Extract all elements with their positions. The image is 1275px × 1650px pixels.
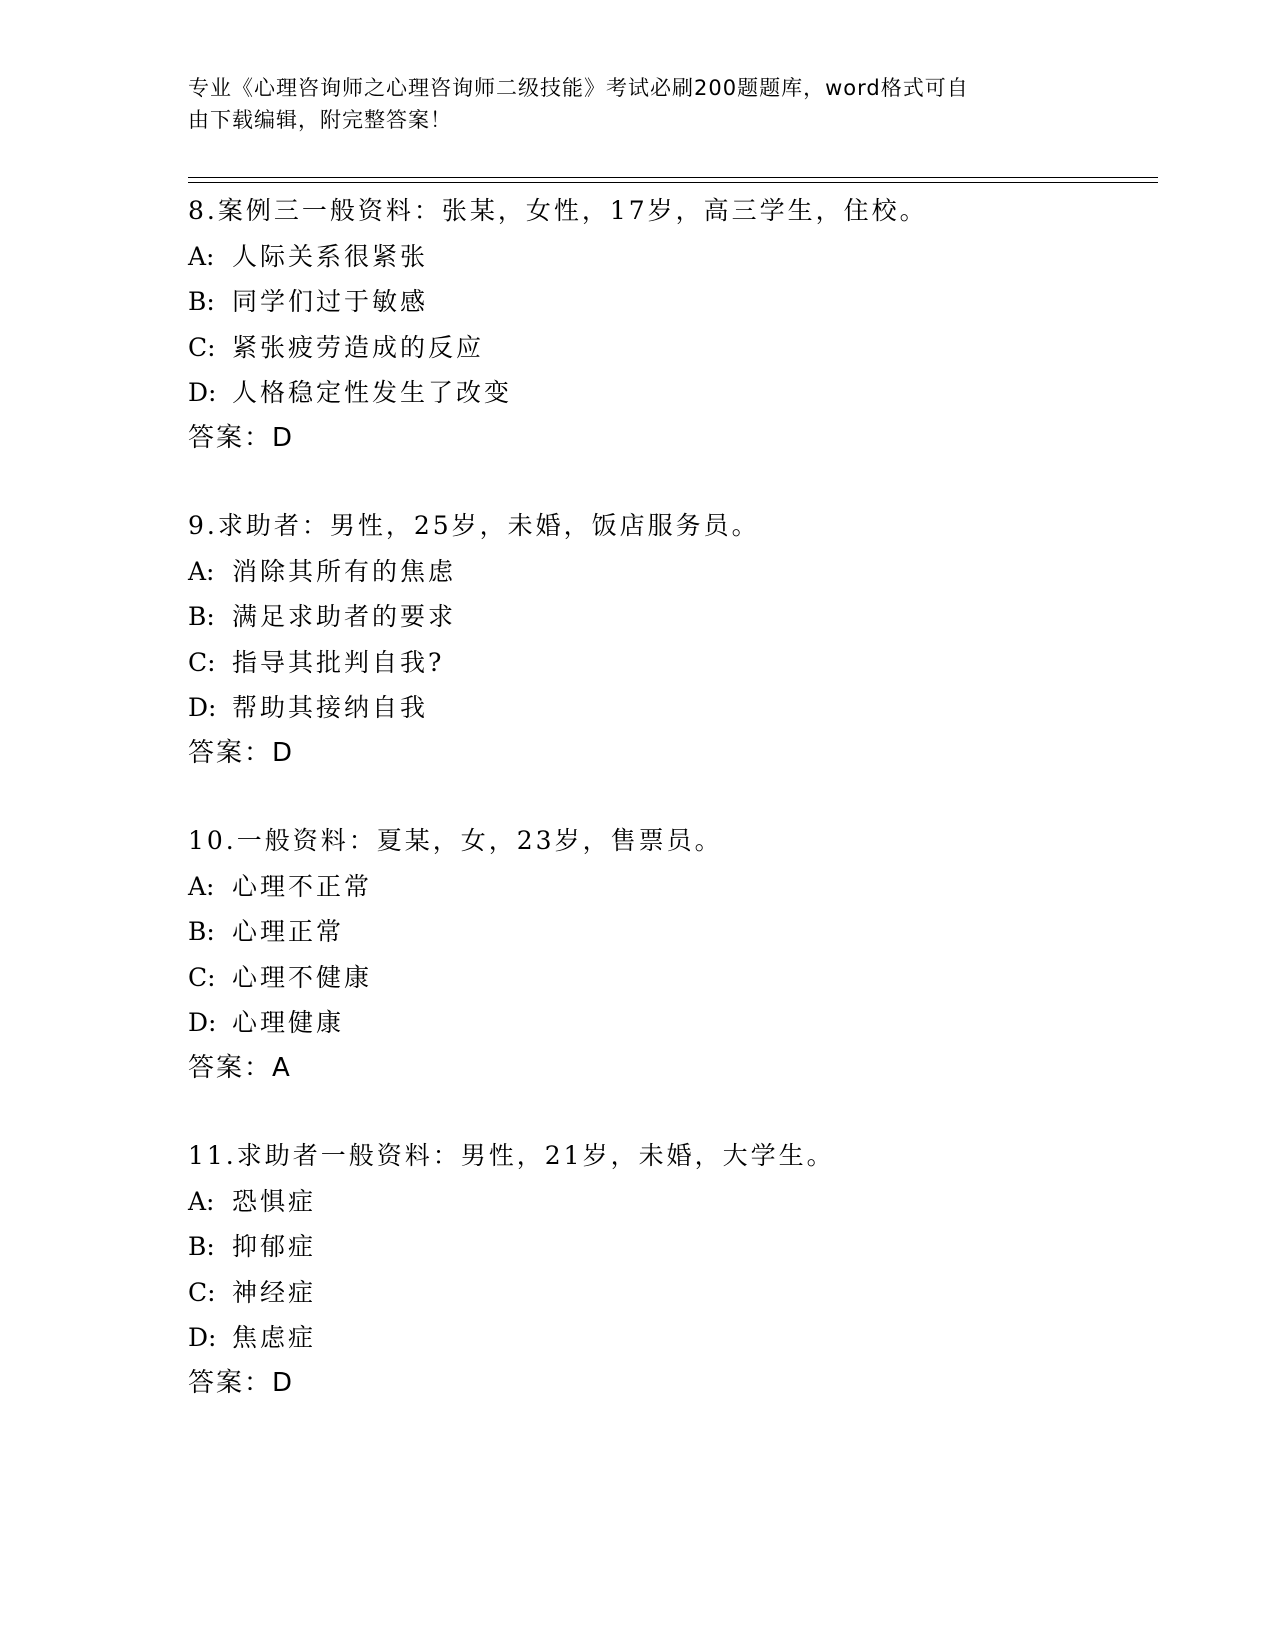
option-text: 抑郁症	[232, 1232, 317, 1261]
option-letter: D:	[188, 1323, 217, 1352]
option-a	[188, 864, 1168, 910]
option-text: 紧张疲劳造成的反应	[232, 332, 485, 362]
question-10	[188, 818, 1168, 1091]
question-stem: 8.案例三一般资料：张某，女性，17岁，高三学生，住校。	[188, 196, 928, 225]
option-a	[188, 549, 1168, 595]
option-text: 人际关系很紧张	[232, 241, 429, 271]
option-d	[188, 1315, 1168, 1361]
option-letter: C:	[188, 962, 216, 992]
option-letter: A:	[188, 556, 215, 586]
header-line-1: 专业《心理咨询师之心理咨询师二级技能》考试必刷200题题库，word格式可自	[188, 76, 969, 100]
option-text: 指导其批判自我?	[232, 647, 445, 677]
option-d	[188, 685, 1168, 731]
question-8	[188, 188, 1168, 461]
option-text: 同学们过于敏感	[232, 287, 429, 316]
option-text: 心理不健康	[232, 962, 373, 992]
option-text: 满足求助者的要求	[232, 602, 457, 631]
option-text: 心理健康	[232, 1008, 345, 1037]
option-letter: A:	[188, 241, 215, 271]
option-a	[188, 1179, 1168, 1225]
question-stem: 11.求助者一般资料：男性，21岁，未婚，大学生。	[188, 1141, 835, 1170]
question-11	[188, 1133, 1168, 1406]
option-text: 神经症	[232, 1277, 317, 1307]
option-text: 焦虑症	[232, 1323, 317, 1352]
option-c	[188, 640, 1168, 686]
question-list	[188, 188, 1168, 1448]
answer: 答案：A	[188, 1052, 292, 1083]
option-letter: C:	[188, 1277, 216, 1307]
option-text: 消除其所有的焦虑	[232, 556, 457, 586]
option-b	[188, 1224, 1168, 1270]
option-text: 帮助其接纳自我	[232, 693, 429, 722]
option-letter: C:	[188, 647, 216, 677]
option-a	[188, 234, 1168, 280]
option-d	[188, 370, 1168, 416]
option-text: 心理正常	[232, 917, 345, 946]
option-c	[188, 325, 1168, 371]
option-c	[188, 1270, 1168, 1316]
question-stem: 9.求助者：男性，25岁，未婚，饭店服务员。	[188, 511, 760, 540]
answer: 答案：D	[188, 422, 295, 453]
option-d	[188, 1000, 1168, 1046]
option-text: 人格稳定性发生了改变	[232, 378, 513, 407]
option-letter: B:	[188, 287, 215, 316]
option-b	[188, 279, 1168, 325]
header-line-2: 由下载编辑，附完整答案！	[188, 108, 452, 132]
option-letter: C:	[188, 332, 216, 362]
header-divider-top	[188, 177, 1158, 178]
option-letter: B:	[188, 602, 215, 631]
option-b	[188, 594, 1168, 640]
option-c	[188, 955, 1168, 1001]
answer: 答案：D	[188, 737, 295, 768]
header-divider-bottom	[188, 182, 1158, 183]
option-text: 心理不正常	[232, 871, 373, 901]
answer: 答案：D	[188, 1367, 295, 1398]
option-letter: A:	[188, 871, 215, 901]
option-text: 恐惧症	[232, 1186, 317, 1216]
option-letter: D:	[188, 693, 217, 722]
question-9	[188, 503, 1168, 776]
option-letter: B:	[188, 917, 215, 946]
option-letter: D:	[188, 378, 217, 407]
document-header	[188, 72, 1068, 136]
option-letter: A:	[188, 1186, 215, 1216]
question-stem: 10.一般资料：夏某，女，23岁，售票员。	[188, 826, 723, 855]
option-letter: B:	[188, 1232, 215, 1261]
option-b	[188, 909, 1168, 955]
option-letter: D:	[188, 1008, 217, 1037]
